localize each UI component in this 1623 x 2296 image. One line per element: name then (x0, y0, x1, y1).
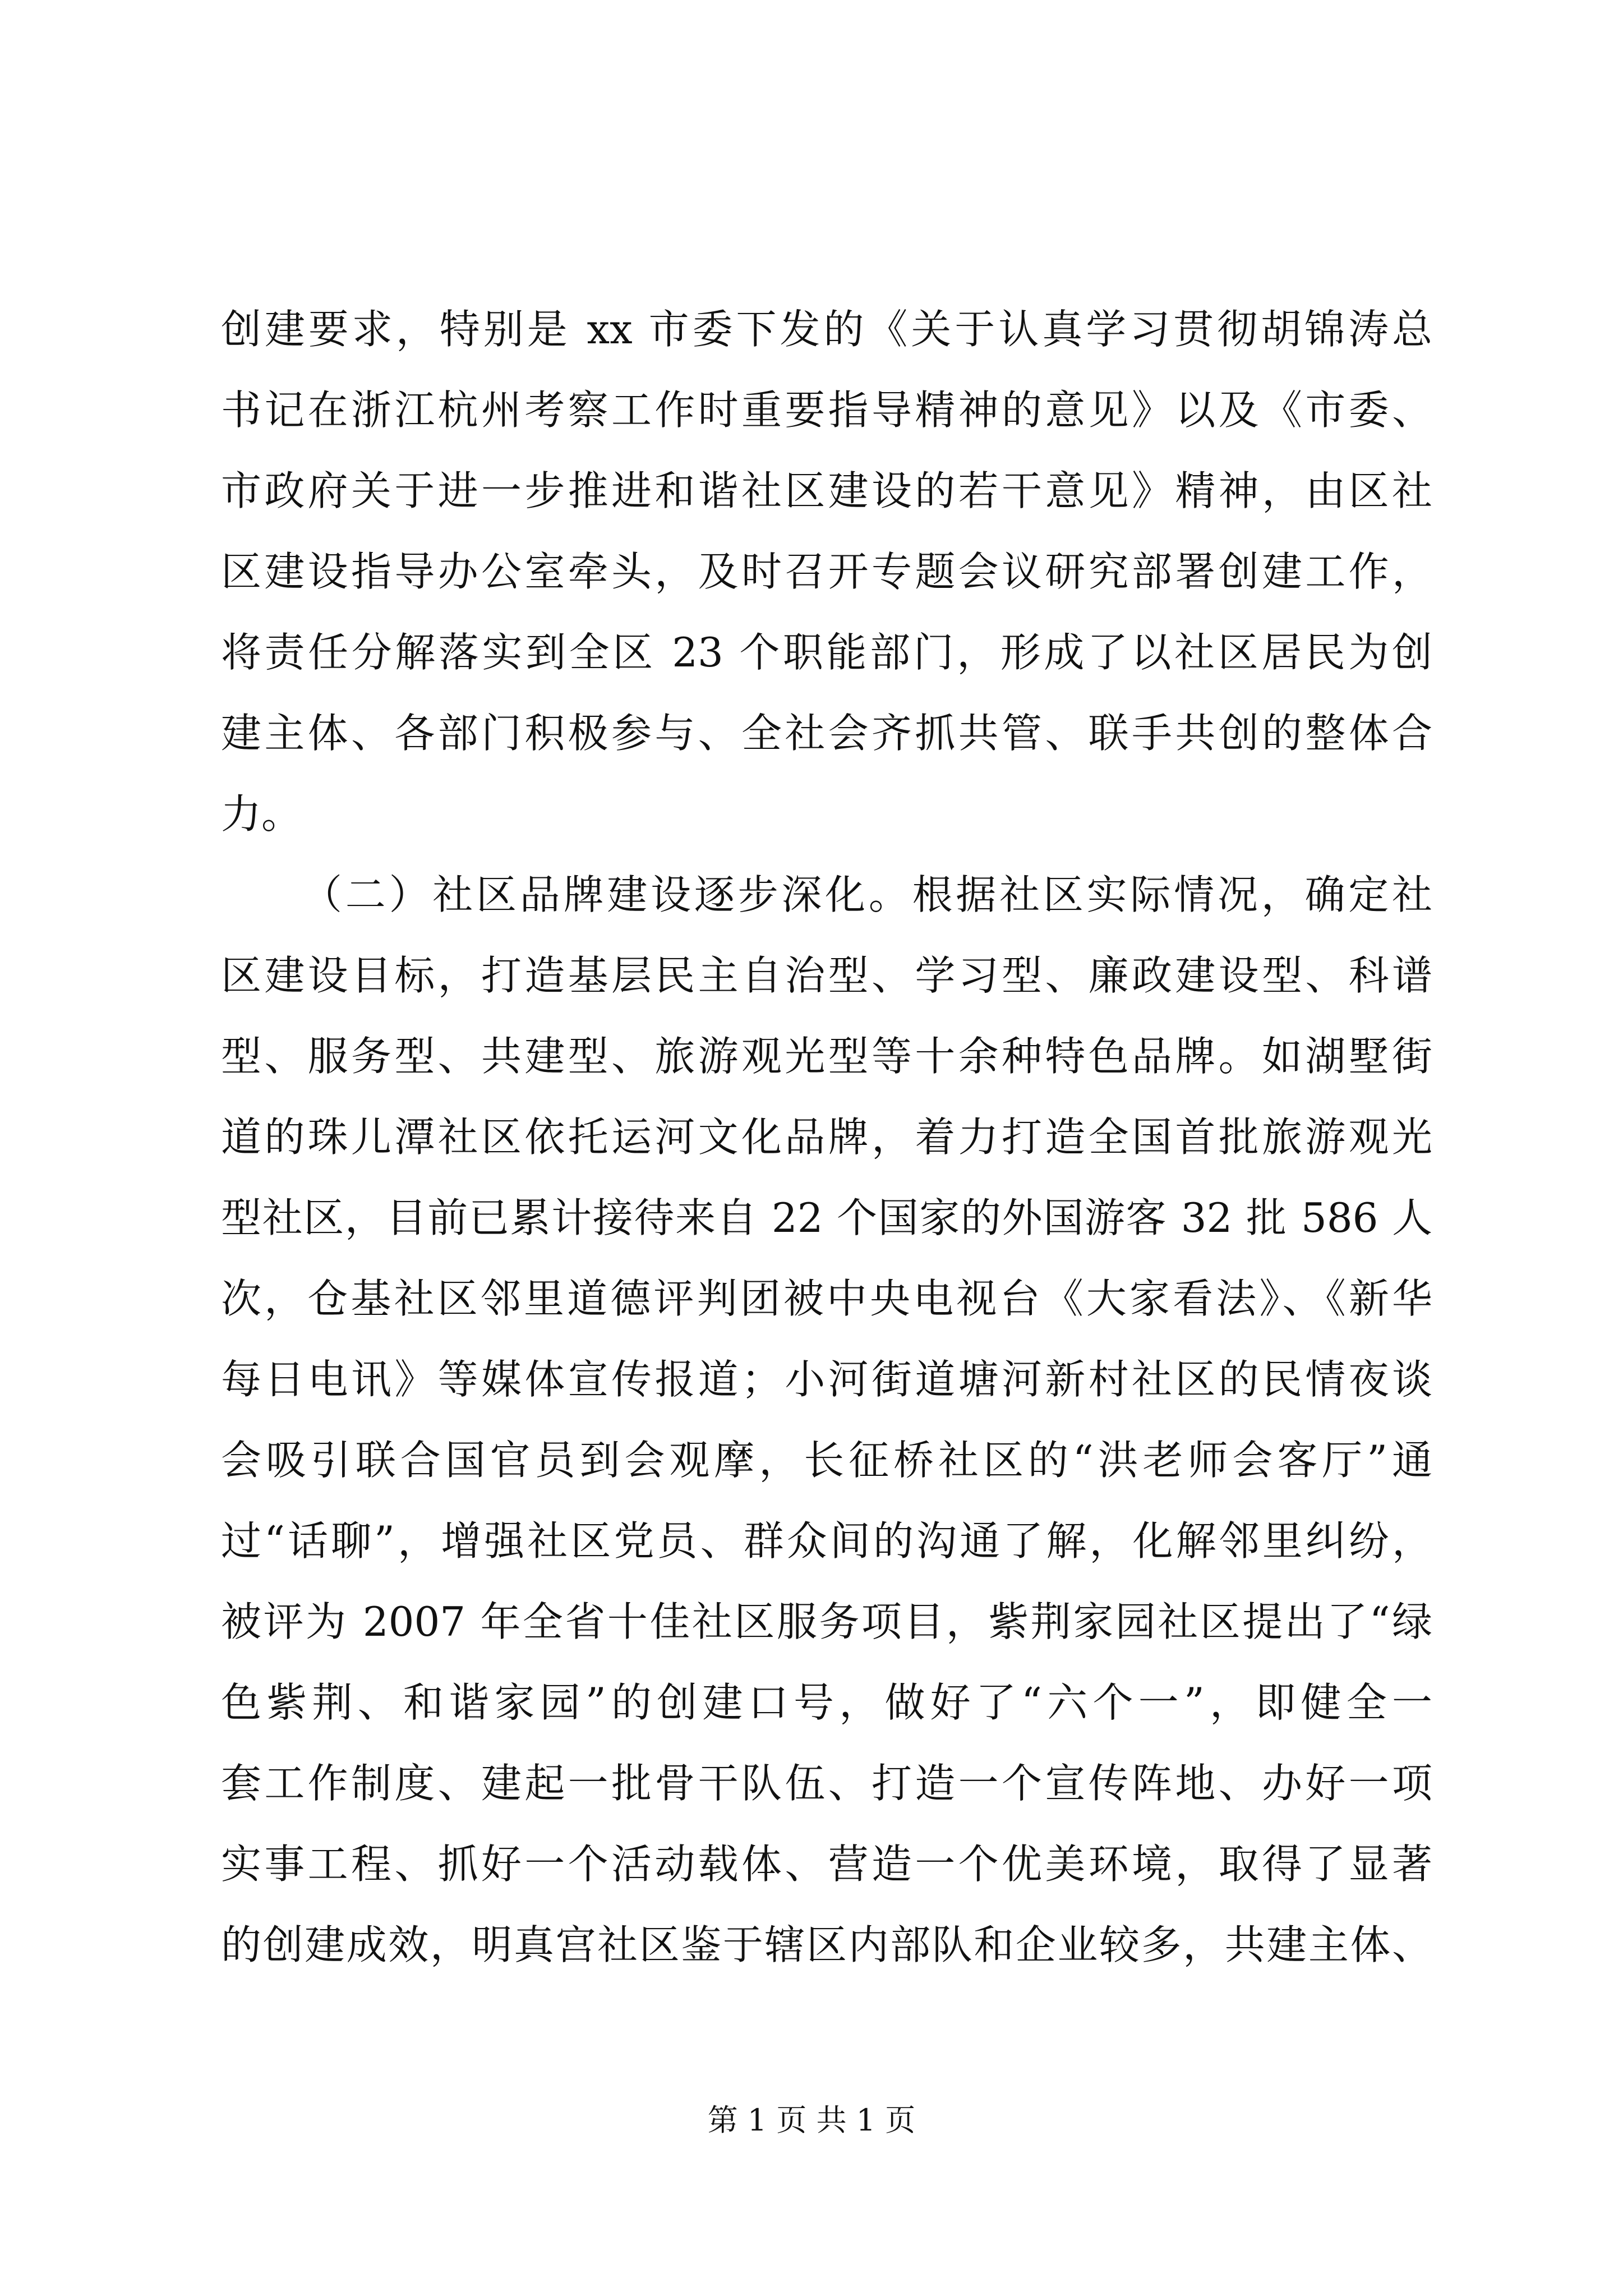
text-line: 套工作制度、建起一批骨干队伍、打造一个宣传阵地、办好一项 (221, 1760, 1432, 1807)
text-line: 将责任分解落实到全区 23 个职能部门，形成了以社区居民为创 (221, 629, 1432, 676)
text-line: 区建设指导办公室牵头，及时召开专题会议研究部署创建工作， (221, 548, 1432, 595)
text-line: 道的珠儿潭社区依托运河文化品牌，着力打造全国首批旅游观光 (221, 1114, 1432, 1161)
page-number-label: 第 1 页 共 1 页 (707, 2102, 916, 2138)
text-line: 被评为 2007 年全省十佳社区服务项目，紫荆家园社区提出了“绿 (221, 1598, 1432, 1645)
text-line: 创建要求，特别是 xx 市委下发的《关于认真学习贯彻胡锦涛总 (221, 306, 1432, 353)
text-line: 市政府关于进一步推进和谐社区建设的若干意见》精神，由区社 (221, 467, 1432, 514)
text-line: 实事工程、抓好一个活动载体、营造一个优美环境，取得了显著 (221, 1841, 1432, 1888)
text-line: 型社区，目前已累计接待来自 22 个国家的外国游客 32 批 586 人 (221, 1194, 1432, 1241)
text-line: 次，仓基社区邻里道德评判团被中央电视台《大家看法》、《新华 (221, 1275, 1432, 1322)
page-footer (0, 2101, 1623, 2140)
text-line: 过“话聊”，增强社区党员、群众间的沟通了解，化解邻里纠纷， (221, 1517, 1432, 1565)
text-line: 型、服务型、共建型、旅游观光型等十余种特色品牌。如湖墅街 (221, 1033, 1432, 1080)
body-text (221, 289, 1432, 1985)
text-line: 的创建成效，明真宫社区鉴于辖区内部队和企业较多，共建主体、 (221, 1921, 1432, 1968)
text-line: 色紫荆、和谐家园”的创建口号，做好了“六个一”，即健全一 (221, 1679, 1432, 1726)
text-line: 力。 (221, 790, 302, 838)
text-line: （二）社区品牌建设逐步深化。根据社区实际情况，确定社 (302, 871, 1432, 918)
text-line: 每日电讯》等媒体宣传报道；小河街道塘河新村社区的民情夜谈 (221, 1356, 1432, 1403)
text-line: 书记在浙江杭州考察工作时重要指导精神的意见》以及《市委、 (221, 386, 1432, 434)
text-line: 会吸引联合国官员到会观摩，长征桥社区的“洪老师会客厅”通 (221, 1437, 1432, 1484)
text-line: 建主体、各部门积极参与、全社会齐抓共管、联手共创的整体合 (221, 710, 1432, 757)
text-line: 区建设目标，打造基层民主自治型、学习型、廉政建设型、科谱 (221, 952, 1432, 999)
